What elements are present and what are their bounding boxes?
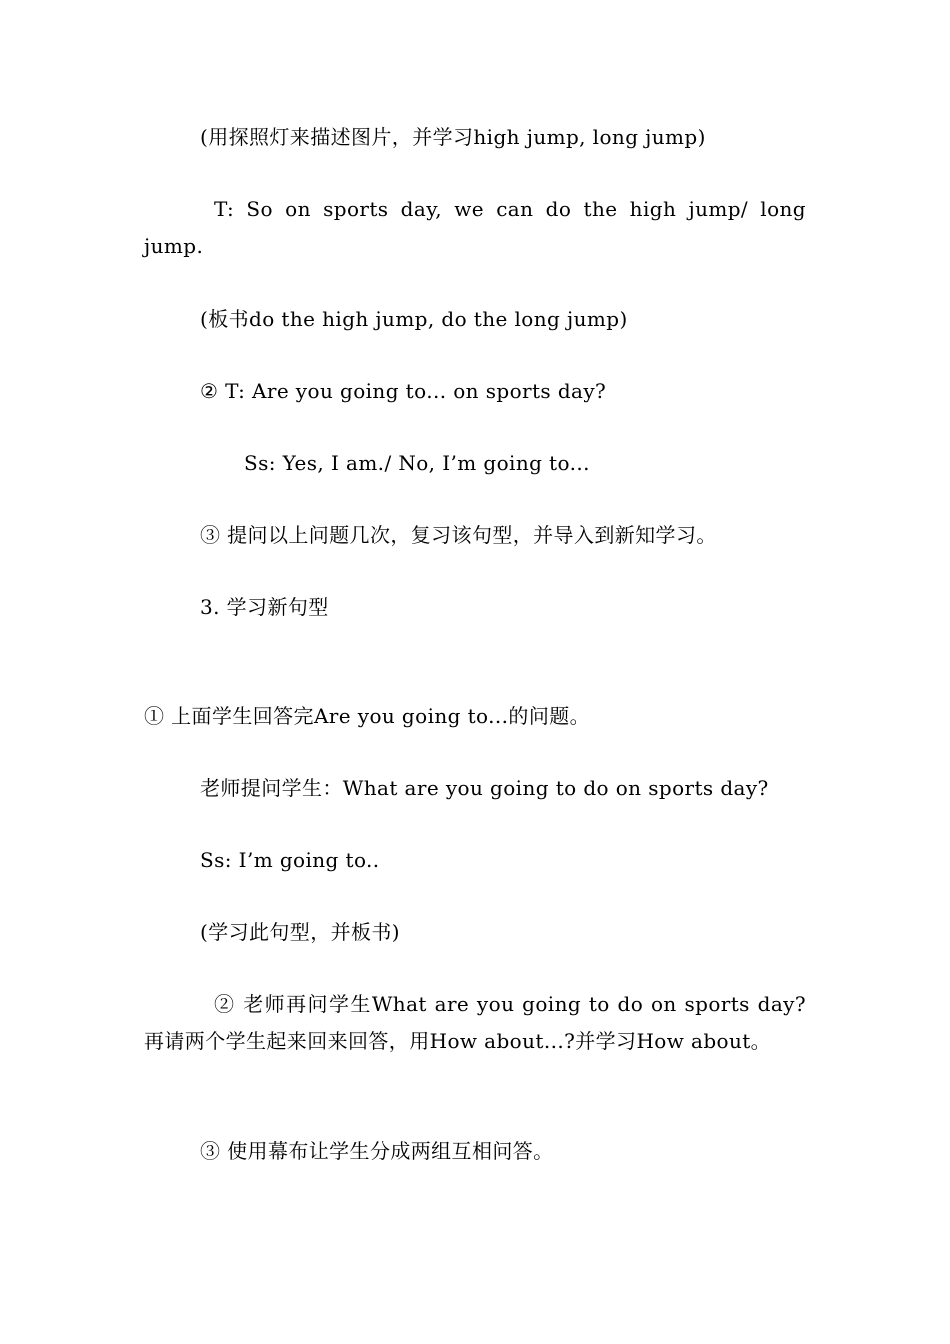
paragraph-step-2-question: ② T: Are you going to... on sports day?: [200, 379, 607, 403]
paragraph-learn-pattern-note: (学习此句型，并板书): [200, 920, 401, 944]
paragraph-new-step-2: ② 老师再问学生What are you going to do on sports day? 再请两个学生起来回来回答，用How about...?并学习How about。: [144, 992, 806, 1053]
paragraph-searchlight-note: (用探照灯来描述图片，并学习high jump, long jump): [200, 125, 706, 149]
paragraph-new-step-3: ③ 使用幕布让学生分成两组互相问答。: [200, 1139, 554, 1163]
paragraph-new-step-1: ① 上面学生回答完Are you going to...的问题。: [144, 704, 591, 728]
paragraph-step-3-repeat: ③ 提问以上问题几次，复习该句型，并导入到新知学习。: [200, 523, 717, 547]
paragraph-blackboard-note: (板书do the high jump, do the long jump): [200, 307, 628, 331]
section-heading-new-pattern: 3. 学习新句型: [200, 595, 329, 619]
paragraph-teacher-sports-day: T: So on sports day, we can do the high jump/ long jump.: [144, 197, 806, 258]
paragraph-students-reply: Ss: I’m going to..: [200, 848, 380, 872]
paragraph-teacher-asks: 老师提问学生：What are you going to do on sports day?: [200, 776, 769, 800]
paragraph-students-answer: Ss: Yes, I am./ No, I’m going to...: [244, 451, 590, 475]
